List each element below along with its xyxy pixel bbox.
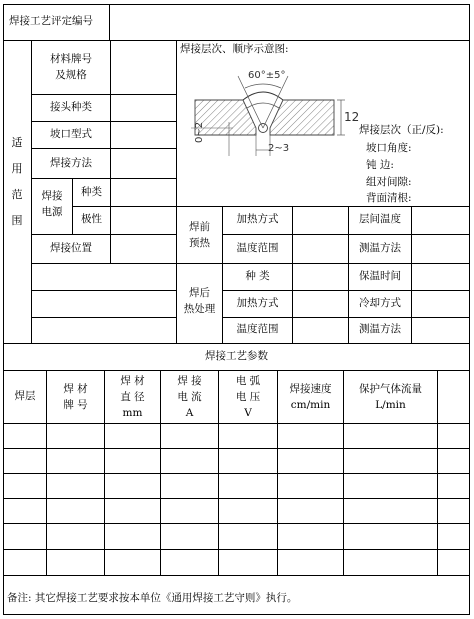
- pwht-heating-method-label: 加热方式: [236, 297, 279, 309]
- pwht-label-2: 热处理: [183, 303, 216, 315]
- polarity-label: 极性: [81, 213, 102, 225]
- col-layer-header: 焊层: [14, 390, 36, 402]
- line-h317-right: [222, 317, 470, 318]
- pwht-label-1: 焊后: [189, 287, 210, 299]
- kind-label: 种 类: [245, 270, 270, 282]
- preheat-label-1: 焊前: [189, 221, 210, 233]
- line-v292: [292, 206, 293, 343]
- cooling-method-label: 冷却方式: [359, 297, 401, 309]
- line-h290: [31, 290, 177, 291]
- line-h343: [3, 343, 470, 344]
- border-top: [3, 4, 470, 5]
- gap-label: 组对间隙:: [366, 176, 412, 188]
- line-v411: [411, 206, 412, 343]
- hold-time-label: 保温时间: [359, 270, 401, 282]
- sketch-gap: 2~3: [268, 143, 290, 154]
- line-h234-right: [222, 234, 470, 235]
- back-cleaning-label: 背面清根:: [366, 192, 412, 204]
- border-bottom: [3, 614, 470, 615]
- col-current-header: 焊 接 电 流 A: [177, 375, 202, 419]
- layer-order-label: 焊接层次（正/反):: [359, 124, 444, 136]
- groove-type-label: 坡口型式: [50, 128, 92, 140]
- col-voltage-header: 电 弧 电 压 V: [235, 375, 261, 419]
- line-h206: [72, 206, 177, 207]
- power-type-label: 种类: [81, 186, 102, 198]
- power-source-label-2: 电源: [41, 206, 63, 218]
- sketch-thickness: 12: [344, 110, 360, 124]
- line-h148: [31, 148, 177, 149]
- line-h317: [31, 317, 177, 318]
- col-line-7: [437, 370, 438, 575]
- root-face-label: 钝 边:: [366, 159, 394, 171]
- applicable-side-label: 适用范围: [11, 136, 23, 227]
- sketch-root-face: 0~2: [194, 121, 205, 143]
- line-h263-right: [176, 263, 470, 264]
- sketch-angle: 60°±5°: [248, 70, 286, 81]
- preheat-label-2: 预热: [189, 237, 210, 249]
- eval-no-label: 焊接工艺评定编号: [9, 15, 93, 27]
- line-h575: [3, 575, 470, 576]
- header-divider: [109, 4, 110, 40]
- right-plate: [270, 100, 334, 135]
- footer-note: 备注: 其它焊接工艺要求按本单位《通用焊接工艺守则》执行。: [7, 592, 298, 604]
- line-h370: [3, 370, 470, 371]
- line-h473: [3, 473, 470, 474]
- line-h263: [31, 263, 177, 264]
- line-h206-right: [176, 206, 470, 207]
- material-grade-label: 材料牌号: [50, 53, 92, 65]
- line-h94: [31, 94, 177, 95]
- line-h523: [3, 523, 470, 524]
- line-h121: [31, 121, 177, 122]
- heating-method-label: 加热方式: [236, 213, 279, 225]
- col-gas-header: 保护气体流量 L/min: [359, 383, 422, 411]
- col-diameter-header: 焊 材 直 径 mm: [120, 375, 145, 419]
- line-h40: [3, 40, 470, 41]
- sketch-title: 焊接层次、顺序示意图:: [180, 43, 289, 55]
- interpass-temp-label: 层间温度: [359, 213, 401, 225]
- line-h423: [3, 423, 470, 424]
- params-title: 焊接工艺参数: [205, 350, 268, 362]
- welding-method-label: 焊接方法: [50, 157, 92, 169]
- pwht-temp-range-label: 温度范围: [236, 323, 279, 335]
- joint-type-label: 接头种类: [50, 101, 92, 113]
- line-h234: [31, 234, 177, 235]
- measure-method-label: 测温方法: [359, 242, 401, 254]
- power-source-label-1: 焊接: [41, 190, 63, 202]
- line-h549: [3, 549, 470, 550]
- pwht-measure-method-label: 测温方法: [359, 323, 401, 335]
- line-h178: [31, 178, 177, 179]
- temp-range-label: 温度范围: [236, 242, 279, 254]
- groove-angle-label: 坡口角度:: [366, 142, 412, 154]
- line-h498: [3, 498, 470, 499]
- col-speed-header: 焊接速度 cm/min: [289, 383, 332, 411]
- col-grade-header: 焊 材 牌 号: [63, 383, 88, 411]
- material-spec-label: 及规格: [55, 69, 87, 81]
- welding-position-label: 焊接位置: [50, 242, 92, 254]
- line-h448: [3, 448, 470, 449]
- line-h290-right: [222, 290, 470, 291]
- line-v110: [110, 40, 111, 263]
